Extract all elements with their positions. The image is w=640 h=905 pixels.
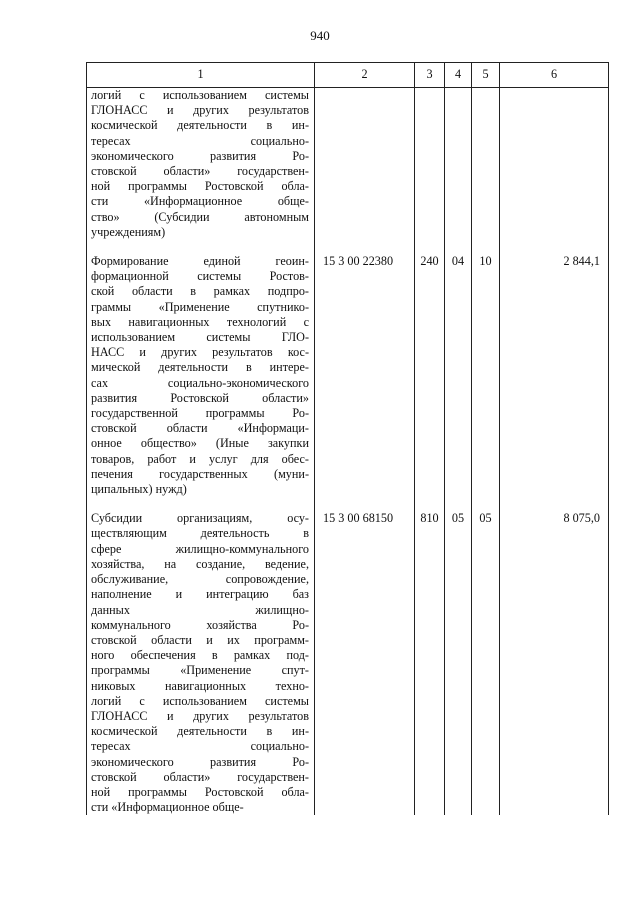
description-line: хозяйства, на создание, ведение, [91,556,309,571]
spacer-cell [445,497,472,511]
amount: 2 844,1 [500,254,609,497]
description-line: стовской области и их программ- [91,632,309,647]
budget-table [86,62,609,815]
description-line: ГЛОНАСС и других результатов [91,103,309,118]
spacer-cell [500,497,609,511]
header-col-3: 3 [415,63,445,88]
description-line: государственной программы Ро- [91,406,309,421]
spacer-cell [472,240,500,254]
section: 04 [445,254,472,497]
amount: 8 075,0 [500,511,609,815]
description-line: ной программы Ростовской обла- [91,784,309,799]
description-line: ГЛОНАСС и других результатов [91,708,309,723]
expense-type: 810 [415,511,445,815]
description-line: сти «Информационное обще- [91,194,309,209]
description-line: онное общество» (Иные закупки [91,436,309,451]
description-line: Субсидии организациям, осу- [91,511,309,526]
spacer-cell [87,497,315,511]
description-line: сти «Информационное обще- [91,800,244,815]
description-line: ство» (Субсидии автономным [91,209,309,224]
description-line: учреждениям) [91,224,166,239]
classification-code: 15 3 00 68150 [315,511,415,815]
description-line: товаров, работ и услуг для обес- [91,451,309,466]
subsection [472,88,500,241]
spacer-cell [415,497,445,511]
description-line: печения государственных (муни- [91,466,309,481]
description-line: стовской области» государствен- [91,769,309,784]
table-row [87,511,609,815]
description-line: вых навигационных технологий с [91,314,309,329]
header-row [87,63,609,88]
spacer-cell [415,240,445,254]
expense-type [415,88,445,241]
description-line: ной программы Ростовской обла- [91,179,309,194]
header-col-2: 2 [315,63,415,88]
spacer-cell [445,240,472,254]
description-line: ного обеспечения в рамках под- [91,648,309,663]
description-line: развития Ростовской области» [91,390,309,405]
spacer-cell [315,497,415,511]
description-line: коммунального хозяйства Ро- [91,617,309,632]
section [445,88,472,241]
description-line: программы «Применение спут- [91,663,309,678]
header-col-4: 4 [445,63,472,88]
classification-code: 15 3 00 22380 [315,254,415,497]
description-line: сфере жилищно-коммунального [91,541,309,556]
description-line: сах социально-экономического [91,375,309,390]
description-line: тересах социально- [91,133,309,148]
description-line: экономического развития Ро- [91,148,309,163]
section: 05 [445,511,472,815]
description-line: НАСС и других результатов кос- [91,345,309,360]
row-spacer [87,240,609,254]
description-line: никовых навигационных техно- [91,678,309,693]
description-line: данных жилищно- [91,602,309,617]
description-line: ществляющим деятельность в [91,526,309,541]
description-line: логий с использованием системы [91,693,309,708]
classification-code [315,88,415,241]
description-line: граммы «Применение спутнико- [91,299,309,314]
description-line: формационной системы Ростов- [91,269,309,284]
description-line: стовской области» государствен- [91,164,309,179]
spacer-cell [315,240,415,254]
header-col-6: 6 [500,63,609,88]
description-line: обслуживание, сопровождение, [91,572,309,587]
spacer-cell [87,240,315,254]
description-line: космической деятельности в ин- [91,118,309,133]
spacer-cell [472,497,500,511]
page-number: 940 [310,28,330,43]
subsection: 05 [472,511,500,815]
description-line: экономического развития Ро- [91,754,309,769]
description-line: логий с использованием системы [91,88,309,102]
description-line: космической деятельности в ин- [91,724,309,739]
row-spacer [87,497,609,511]
table-row [87,254,609,497]
description-line: Формирование единой геоин- [91,254,309,269]
header-col-5: 5 [472,63,500,88]
row-description [87,88,315,241]
header-col-1: 1 [87,63,315,88]
description-line: ципальных) нужд) [91,482,187,497]
description-line: использованием системы ГЛО- [91,330,309,345]
table-row [87,88,609,241]
row-description [87,511,315,815]
spacer-cell [500,240,609,254]
description-line: тересах социально- [91,739,309,754]
expense-type: 240 [415,254,445,497]
description-line: наполнение и интеграцию баз [91,587,309,602]
description-line: ской области в рамках подпро- [91,284,309,299]
row-description [87,254,315,497]
amount [500,88,609,241]
description-line: стовской области «Информаци- [91,421,309,436]
subsection: 10 [472,254,500,497]
description-line: мической деятельности в интере- [91,360,309,375]
